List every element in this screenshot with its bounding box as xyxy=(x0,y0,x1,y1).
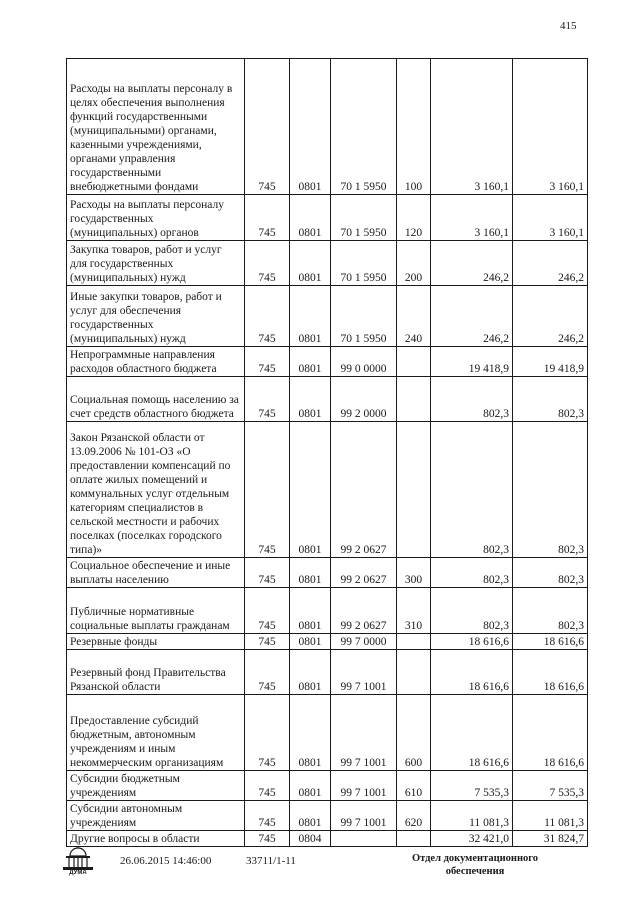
cell-section: 0801 xyxy=(290,286,331,347)
table-row xyxy=(67,377,588,422)
table-row xyxy=(67,195,588,241)
cell-target-article: 99 7 1001 xyxy=(331,695,397,771)
cell-sum-2: 3 160,1 xyxy=(513,195,588,241)
cell-sum-2: 246,2 xyxy=(513,241,588,286)
cell-sum-2: 7 535,3 xyxy=(513,771,588,801)
cell-name: Субсидии автономным учреждениям xyxy=(67,801,245,831)
cell-sum-1: 7 535,3 xyxy=(431,771,513,801)
cell-sum-1: 246,2 xyxy=(431,241,513,286)
cell-target-article: 99 2 0627 xyxy=(331,558,397,588)
cell-name: Публичные нормативные социальные выплаты гражданам xyxy=(67,588,245,634)
cell-sum-2: 246,2 xyxy=(513,286,588,347)
cell-name: Закон Рязанской области от 13.09.2006 № 101-ОЗ «О предоставлении компенсаций по оплате жилых помещений и коммунальных услуг отдельным категориям специалистов в сельской местности и рабочих поселках (поселках городского типа)» xyxy=(67,422,245,558)
cell-ved: 745 xyxy=(245,59,290,195)
cell-ved: 745 xyxy=(245,195,290,241)
cell-ved: 745 xyxy=(245,634,290,650)
cell-name: Закупка товаров, работ и услуг для государственных (муниципальных) нужд xyxy=(67,241,245,286)
cell-sum-1: 802,3 xyxy=(431,377,513,422)
cell-sum-1: 18 616,6 xyxy=(431,695,513,771)
cell-target-article: 99 7 1001 xyxy=(331,650,397,695)
cell-name: Резервный фонд Правительства Рязанской области xyxy=(67,650,245,695)
cell-section: 0801 xyxy=(290,695,331,771)
cell-expense-type: 310 xyxy=(397,588,431,634)
cell-section: 0804 xyxy=(290,831,331,847)
cell-name: Непрограммные направления расходов областного бюджета xyxy=(67,347,245,377)
cell-sum-1: 11 081,3 xyxy=(431,801,513,831)
duma-logo xyxy=(60,846,96,882)
cell-sum-1: 802,3 xyxy=(431,588,513,634)
cell-sum-1: 802,3 xyxy=(431,558,513,588)
cell-name: Расходы на выплаты персоналу государственных (муниципальных) органов xyxy=(67,195,245,241)
cell-section: 0801 xyxy=(290,347,331,377)
cell-target-article: 70 1 5950 xyxy=(331,195,397,241)
cell-target-article: 99 0 0000 xyxy=(331,347,397,377)
page-number: 415 xyxy=(560,20,577,32)
footer-date: 26.06.2015 14:46:00 xyxy=(120,855,212,867)
cell-ved: 745 xyxy=(245,588,290,634)
footer-department: Отдел документационного обеспечения xyxy=(411,853,539,877)
table-row xyxy=(67,695,588,771)
cell-sum-1: 3 160,1 xyxy=(431,59,513,195)
cell-expense-type xyxy=(397,347,431,377)
cell-ved: 745 xyxy=(245,695,290,771)
cell-expense-type xyxy=(397,831,431,847)
table-row xyxy=(67,286,588,347)
cell-ved: 745 xyxy=(245,347,290,377)
cell-sum-1: 802,3 xyxy=(431,422,513,558)
cell-expense-type xyxy=(397,422,431,558)
cell-sum-1: 18 616,6 xyxy=(431,634,513,650)
cell-ved: 745 xyxy=(245,241,290,286)
table-row xyxy=(67,801,588,831)
cell-expense-type xyxy=(397,634,431,650)
cell-expense-type xyxy=(397,650,431,695)
cell-sum-2: 11 081,3 xyxy=(513,801,588,831)
cell-section: 0801 xyxy=(290,558,331,588)
cell-ved: 745 xyxy=(245,422,290,558)
logo-text: ДУМА xyxy=(69,870,87,876)
cell-name: Иные закупки товаров, работ и услуг для обеспечения государственных (муниципальных) нужд xyxy=(67,286,245,347)
building-icon xyxy=(60,846,96,872)
cell-expense-type: 100 xyxy=(397,59,431,195)
cell-ved: 745 xyxy=(245,286,290,347)
cell-sum-2: 802,3 xyxy=(513,422,588,558)
cell-target-article: 70 1 5950 xyxy=(331,241,397,286)
cell-sum-2: 802,3 xyxy=(513,377,588,422)
cell-name: Другие вопросы в области xyxy=(67,831,245,847)
table-row xyxy=(67,59,588,195)
cell-expense-type xyxy=(397,377,431,422)
table-row xyxy=(67,771,588,801)
cell-sum-2: 18 616,6 xyxy=(513,695,588,771)
table-row xyxy=(67,347,588,377)
cell-section: 0801 xyxy=(290,771,331,801)
cell-ved: 745 xyxy=(245,650,290,695)
cell-target-article: 70 1 5950 xyxy=(331,59,397,195)
cell-name: Расходы на выплаты персоналу в целях обеспечения выполнения функций государственными (муниципальными) органами, казенными учреждениями, органами управления государственными внебюджетными фондами xyxy=(67,59,245,195)
cell-expense-type: 600 xyxy=(397,695,431,771)
cell-sum-2: 19 418,9 xyxy=(513,347,588,377)
cell-name: Социальная помощь населению за счет средств областного бюджета xyxy=(67,377,245,422)
cell-section: 0801 xyxy=(290,422,331,558)
cell-section: 0801 xyxy=(290,588,331,634)
cell-target-article: 99 7 1001 xyxy=(331,801,397,831)
cell-sum-1: 32 421,0 xyxy=(431,831,513,847)
cell-sum-1: 19 418,9 xyxy=(431,347,513,377)
cell-expense-type: 610 xyxy=(397,771,431,801)
cell-target-article: 70 1 5950 xyxy=(331,286,397,347)
cell-sum-2: 18 616,6 xyxy=(513,650,588,695)
table-row xyxy=(67,650,588,695)
table-row xyxy=(67,588,588,634)
table-row xyxy=(67,634,588,650)
cell-target-article: 99 7 0000 xyxy=(331,634,397,650)
cell-ved: 745 xyxy=(245,377,290,422)
footer-code: 33711/1-11 xyxy=(246,855,296,867)
cell-section: 0801 xyxy=(290,650,331,695)
cell-sum-2: 3 160,1 xyxy=(513,59,588,195)
cell-name: Предоставление субсидий бюджетным, автономным учреждениям и иным некоммерческим организациям xyxy=(67,695,245,771)
cell-target-article: 99 2 0000 xyxy=(331,377,397,422)
table-row xyxy=(67,422,588,558)
cell-sum-2: 802,3 xyxy=(513,558,588,588)
cell-section: 0801 xyxy=(290,634,331,650)
cell-ved: 745 xyxy=(245,771,290,801)
cell-expense-type: 240 xyxy=(397,286,431,347)
table-row xyxy=(67,241,588,286)
cell-section: 0801 xyxy=(290,801,331,831)
cell-section: 0801 xyxy=(290,241,331,286)
cell-sum-2: 802,3 xyxy=(513,588,588,634)
cell-section: 0801 xyxy=(290,59,331,195)
cell-sum-1: 246,2 xyxy=(431,286,513,347)
cell-ved: 745 xyxy=(245,831,290,847)
cell-expense-type: 620 xyxy=(397,801,431,831)
cell-sum-2: 31 824,7 xyxy=(513,831,588,847)
cell-target-article xyxy=(331,831,397,847)
cell-target-article: 99 2 0627 xyxy=(331,422,397,558)
cell-sum-1: 18 616,6 xyxy=(431,650,513,695)
cell-name: Социальное обеспечение и иные выплаты населению xyxy=(67,558,245,588)
cell-target-article: 99 2 0627 xyxy=(331,588,397,634)
cell-sum-1: 3 160,1 xyxy=(431,195,513,241)
cell-section: 0801 xyxy=(290,195,331,241)
cell-sum-2: 18 616,6 xyxy=(513,634,588,650)
budget-table xyxy=(66,58,588,847)
cell-target-article: 99 7 1001 xyxy=(331,771,397,801)
table-row xyxy=(67,558,588,588)
cell-section: 0801 xyxy=(290,377,331,422)
cell-ved: 745 xyxy=(245,801,290,831)
cell-ved: 745 xyxy=(245,558,290,588)
cell-name: Резервные фонды xyxy=(67,634,245,650)
table-row xyxy=(67,831,588,847)
cell-name: Субсидии бюджетным учреждениям xyxy=(67,771,245,801)
cell-expense-type: 200 xyxy=(397,241,431,286)
cell-expense-type: 120 xyxy=(397,195,431,241)
cell-expense-type: 300 xyxy=(397,558,431,588)
